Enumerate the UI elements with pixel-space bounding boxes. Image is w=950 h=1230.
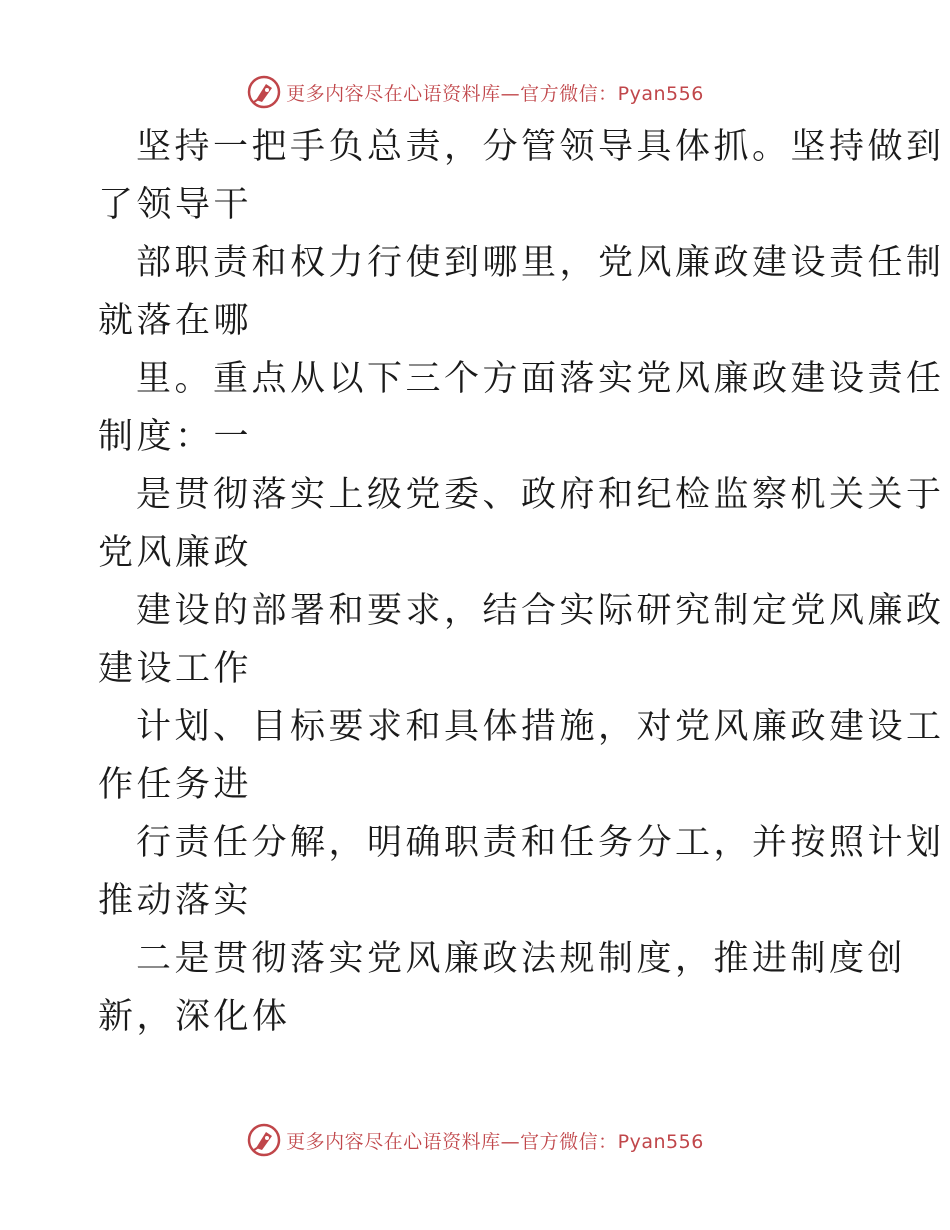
text-line: 行责任分解，明确职责和任务分工，并按照计划: [136, 823, 945, 863]
text-line: 是贯彻落实上级党委、政府和纪检监察机关关于: [136, 475, 945, 515]
text-line: 党风廉政: [98, 533, 253, 573]
text-line: 推动落实: [98, 881, 253, 921]
text-line: 二是贯彻落实党风廉政法规制度，推进制度创: [136, 939, 907, 979]
text-line: 就落在哪: [98, 301, 253, 341]
text-line: 新，深化体: [98, 997, 291, 1037]
text-line: 里。重点从以下三个方面落实党风廉政建设责任: [136, 359, 945, 399]
text-line: 建设工作: [98, 649, 253, 689]
pen-nib-circle-icon: [246, 1122, 282, 1158]
text-line: 了领导干: [98, 185, 253, 225]
text-line: 建设的部署和要求，结合实际研究制定党风廉政: [136, 591, 945, 631]
footer-banner-text: 更多内容尽在心语资料库—官方微信：Pyan556: [286, 1130, 704, 1153]
text-line: 作任务进: [98, 765, 253, 805]
header-banner-text: 更多内容尽在心语资料库—官方微信：Pyan556: [286, 82, 704, 105]
pen-nib-circle-icon: [246, 74, 282, 110]
text-line: 制度：一: [98, 417, 253, 457]
text-line: 计划、目标要求和具体措施，对党风廉政建设工: [136, 707, 945, 747]
footer-banner: [0, 1120, 950, 1160]
header-banner: [0, 72, 950, 112]
text-line: 坚持一把手负总责，分管领导具体抓。坚持做到: [136, 127, 945, 167]
text-line: 部职责和权力行使到哪里，党风廉政建设责任制: [136, 243, 945, 283]
